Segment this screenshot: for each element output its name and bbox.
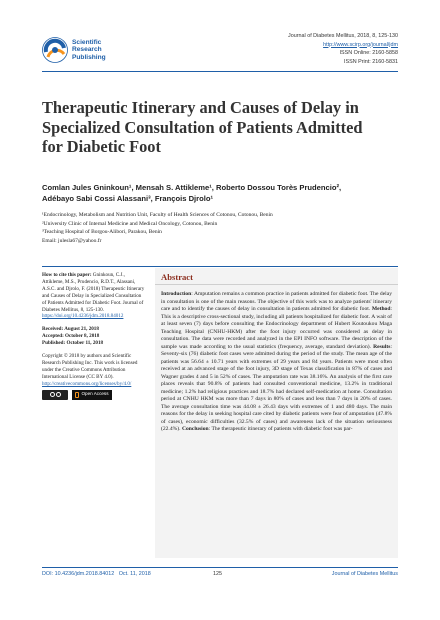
footer-doi [42, 571, 151, 577]
affiliation-3: ³Teaching Hospital of Borgou-Alibori, Parakou, Benin [42, 229, 162, 236]
how-to-cite-text: Gninkoun, C.J., Attikleme, M.S., Prudencio, R.D.T., Alassani, A.S.C. and Djrolo, F. (2018) Therapeutic Itinerary and Causes of Delay in Specialized Consultation of Patients Admitted for Diabetic Foot. Journal of Diabetes Mellitus, 8, 125-130. [42, 272, 145, 313]
affiliation-2: ²University Clinic of Internal Medicine and Medical Oncology, Cotonou, Benin [42, 220, 218, 227]
open-access-badge[interactable] [72, 390, 112, 400]
open-access-label: Open Access [81, 391, 109, 397]
footer-date: Oct. 11, 2018 [118, 571, 151, 577]
open-lock-icon [75, 392, 79, 398]
intro-label: Introduction [161, 291, 192, 297]
article-title: Therapeutic Itinerary and Causes of Delay in Specialized Consultation of Patients Admitted for Diabetic Foot [42, 98, 363, 157]
method-label: Method [371, 306, 391, 312]
abstract-box [155, 268, 398, 558]
affiliation-1: ¹Endocrinology, Metabolism and Nutrition Unit, Faculty of Health Sciences of Cotonou, Cotonou, Benin [42, 212, 273, 218]
publisher-line-1: Scientific [72, 39, 102, 46]
footer-divider [42, 567, 398, 568]
copyright-text: Copyright © 2018 by authors and Scientific Research Publishing Inc. This work is licensed under the Creative Commons Attribution International License (CC BY 4.0). [42, 353, 138, 380]
page-number: 125 [213, 571, 222, 577]
publisher-line-2: Research [72, 46, 102, 54]
corresponding-email: Email: julesla67@yahoo.fr [42, 238, 102, 244]
publisher-name [72, 39, 106, 61]
conclusion-label: Conclusion [181, 426, 209, 432]
published-date: Published: October 11, 2018 [42, 340, 104, 347]
header-divider [42, 71, 398, 72]
copyright-notice [42, 353, 146, 400]
publisher-line-3: Publishing [72, 53, 106, 61]
abstract-heading: Abstract [155, 268, 398, 285]
publisher-logo [42, 37, 138, 65]
how-to-cite-label: How to cite this paper: [42, 272, 92, 278]
footer-journal: Journal of Diabetes Mellitus [331, 571, 398, 577]
issn-online: ISSN Online: 2160-5858 [339, 50, 398, 56]
cc-by-icon[interactable] [42, 390, 68, 400]
issn-print: ISSN Print: 2160-5831 [344, 58, 398, 65]
journal-url-link[interactable]: http://www.scirp.org/journal/jdm [323, 41, 398, 48]
affiliations [42, 211, 398, 237]
how-to-cite [42, 272, 146, 320]
received-date: Received: August 21, 2018 [42, 326, 99, 333]
dates [42, 326, 146, 347]
intro-text: : Amputation remains a common practice in patients admitted for diabetic foot. The delay in consultation is one of the main reasons. The objective of this work was to analyze patients' itinerary care and to identify the causes of delay in consultation in patients admitted for diabetic foot. [161, 291, 392, 312]
author-list [42, 183, 398, 204]
authors-line-1: Comlan Jules Gninkoun¹, Mensah S. Attikleme¹, Roberto Dossou Torès Prudencio², [42, 183, 342, 192]
footer-doi-text: DOI: 10.4236/jdm.2018.84012 [42, 571, 115, 577]
method-text: : This is a descriptive cross-sectional study, including all patients hospitalized for diabetic foot. A wait of at least seven (7) days before consulting the Endocrinology department of Hubert Koutoukou Maga Teaching Hospital (CNHU-HKM) after the foot injury occurred was considered as delay in consultation. The data were recorded and analyzed in the EPI INFO software. The description of the sample was made according to the usual statistics (frequency, average, standard deviation). [161, 306, 392, 350]
journal-citation: Journal of Diabetes Mellitus, 2018, 8, 125-130 [288, 33, 398, 39]
abstract-text [155, 285, 398, 434]
section-divider [42, 266, 398, 267]
results-label: Results [373, 343, 391, 350]
publisher-logo-icon [42, 37, 68, 63]
results-text: : Seventy-six (76) diabetic foot cases were admitted during the period of the study. The mean age of the patients was 56.64 ± 10.71 years with extremes of 29 years and 84 years. Patients were most often received at an advanced stage of the foot injury, 3D stage of Texas classification in 87% of cases and Wagner grades 4 and 5 in 52% of cases. The amputation rate was 38.16%. An analysis of the first care places reveals that 90.8% of patients had consulted conventional medicine, 13.2% in traditional medicine; 1.2% had religious practices and 18.7% had declared self-medication at home. Consultation period at CNHU HKM was more than 7 days in 80% of cases and less than 7 days in 20% of cases. The average consultation time was 44.08 ± 26.43 days with extremes of 1 and 480 days. The main reasons for the delay in seeking hospital care cited by diabetic patients were fear of amputation (47.8% of cases), economic difficulties (32.5% of cases) and awareness lack of the situation seriousness (22.4%). [161, 343, 392, 432]
conclusion-text: : The therapeutic itinerary of patients with diabetic foot was par- [208, 426, 353, 432]
journal-info [288, 32, 398, 66]
authors-line-2: Adébayo Sabi Cossi Alassani³, François Djrolo¹ [42, 193, 214, 203]
license-badges [42, 390, 146, 400]
article-sidebar [42, 272, 146, 406]
license-link[interactable]: http://creativecommons.org/licenses/by/4.0/ [42, 380, 132, 387]
accepted-date: Accepted: October 8, 2018 [42, 333, 100, 340]
cite-doi-link[interactable]: https://doi.org/10.4236/jdm.2018.84012 [42, 313, 124, 320]
